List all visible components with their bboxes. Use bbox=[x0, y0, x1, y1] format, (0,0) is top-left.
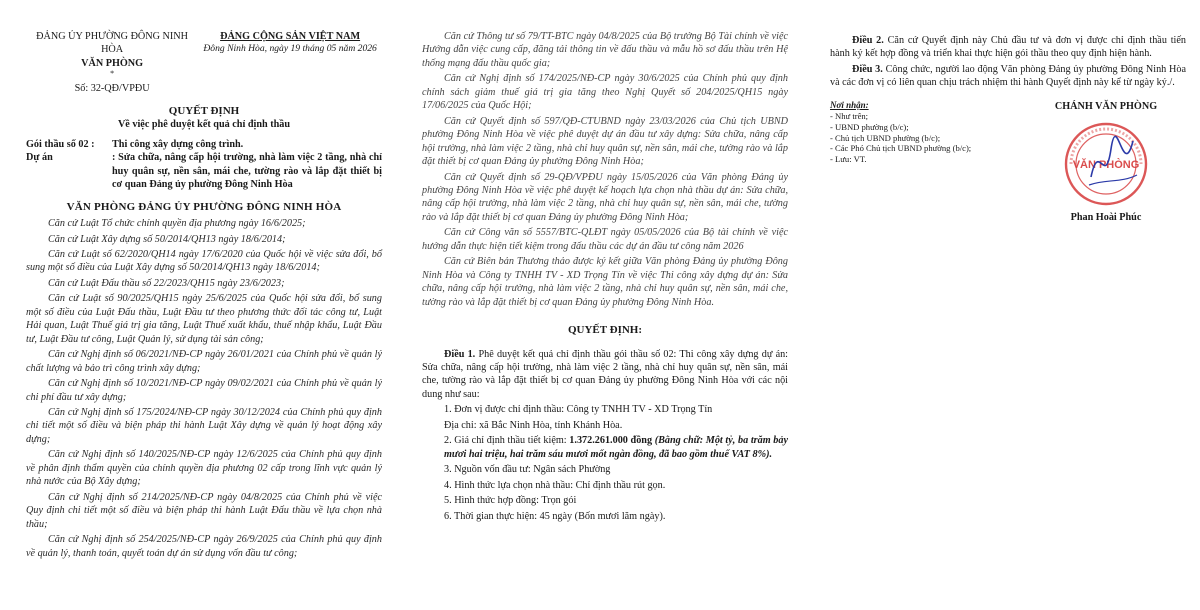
place-date: Đông Ninh Hòa, ngày 19 tháng 05 năm 2026 bbox=[203, 43, 377, 55]
decision-title: QUYẾT ĐỊNH bbox=[168, 104, 240, 117]
legal-basis: Căn cứ Công văn số 5557/BTC-QLĐT ngày 05/05/2026 của Bộ tài chính về việc hướng dẫn thực hiện tiết kiệm trong đấu thầu các dự án đầu tư công năm 2026 bbox=[422, 227, 788, 252]
article-2-text: Căn cứ Quyết định này Chủ đầu tư và đơn vị được chỉ định thầu tiến hành ký kết hợp đồng và triển khai thực hiện gói thầu theo quy định hiện hành. bbox=[830, 35, 1186, 60]
legal-bases-list bbox=[26, 217, 382, 560]
authority-heading: VĂN PHÒNG ĐẢNG ỦY PHƯỜNG ĐÔNG NINH HÒA bbox=[66, 200, 342, 213]
article-2-label: Điều 2. bbox=[852, 35, 884, 46]
article-3 bbox=[830, 63, 1186, 90]
page-2 bbox=[398, 0, 802, 610]
selection-method-item: 4. Hình thức lựa chọn nhà thầu: Chỉ định thầu rút gọn. bbox=[444, 479, 666, 491]
project-label: Dự án bbox=[26, 152, 53, 164]
price-in-words: (Bằng chữ: Một tỷ, ba trăm bảy mươi hai triệu, hai trăm sáu mươi mốt ngàn đồng, đã bao gồm thuế VAT 8%). bbox=[444, 435, 789, 460]
recipient-item: - UBND phường (b/c); bbox=[830, 121, 909, 132]
project-row bbox=[26, 151, 382, 191]
recipient-item: - Các Phó Chủ tịch UBND phường (b/c); bbox=[830, 143, 972, 154]
article-3-text: Công chức, người lao động Văn phòng Đảng ủy phường Đông Ninh Hòa và các đơn vị có liên quan chịu trách nhiệm thi hành Quyết định này kể từ ngày ký./. bbox=[830, 63, 1187, 89]
legal-basis: Căn cứ Nghị định số 140/2025/NĐ-CP ngày 12/6/2025 của Chính phủ quy định về phân định thẩm quyền của chính quyền địa phương 02 cấp trong lĩnh vực quản lý nhà nước của Bộ Xây dựng; bbox=[26, 449, 382, 488]
legal-basis: Căn cứ Luật Tổ chức chính quyền địa phương ngày 16/6/2025; bbox=[48, 218, 306, 230]
price-item bbox=[422, 434, 788, 461]
package-value: Thi công xây dựng công trình. bbox=[112, 138, 244, 150]
price-label: 2. Giá chỉ định thầu tiết kiệm: bbox=[444, 435, 567, 447]
article-1-label: Điều 1. bbox=[444, 348, 476, 360]
closing-section bbox=[830, 100, 1186, 225]
legal-basis: Căn cứ Nghị định số 254/2025/NĐ-CP ngày 26/9/2025 của Chính phủ quy định về quản lý, thanh toán, quyết toán dự án sử dụng vốn đầu tư công; bbox=[26, 534, 382, 559]
package-row bbox=[26, 138, 382, 151]
recipient-item: - Chủ tịch UBND phường (b/c); bbox=[830, 132, 941, 143]
package-label: Gói thầu số 02 : bbox=[26, 138, 95, 150]
price-amount: 1.372.261.000 đồng bbox=[569, 435, 653, 447]
legal-basis: Căn cứ Nghị định số 214/2025/NĐ-CP ngày 04/8/2025 của Chính phủ về việc Quy định chi tiết một số điều và biện pháp thi hành Luật Đấu thầu về lựa chọn nhà thầu; bbox=[26, 491, 382, 530]
org-line-1: ĐẢNG ỦY PHƯỜNG ĐÔNG NINH HÒA bbox=[36, 31, 189, 56]
page-3 bbox=[802, 0, 1200, 610]
legal-bases-continued bbox=[422, 30, 788, 309]
recipient-item: - Như trên; bbox=[830, 111, 869, 122]
legal-basis: Căn cứ Quyết định số 29-QĐ/VPĐU ngày 15/05/2026 của Văn phòng Đảng ủy phường Đông Ninh Hòa về việc phê duyệt kế hoạch lựa chọn nhà thầu dự án: Sửa chữa, nâng cấp hội trường, nhà làm việc 2 tầng, nhà chỉ huy quân sự, nền sân, mái che, tường rào và lắp đặt thiết bị cơ quan Đảng ủy phường Đông Ninh Hòa; bbox=[422, 171, 788, 223]
org-star: * bbox=[110, 69, 115, 79]
legal-basis: Căn cứ Nghị định số 10/2021/NĐ-CP ngày 09/02/2021 của Chính phủ về quản lý chi phí đầu tư xây dựng; bbox=[26, 378, 382, 403]
recipients-heading: Nơi nhận: bbox=[830, 99, 869, 110]
legal-basis: Căn cứ Thông tư số 79/TT-BTC ngày 04/8/2025 của Bộ trưởng Bộ Tài chính về việc Hướng dẫn việc cung cấp, đăng tải thông tin về đấu thầu và mẫu hồ sơ đấu thầu trên Hệ thống mạng đấu thầu quốc gia; bbox=[422, 31, 788, 69]
article-2 bbox=[830, 34, 1186, 61]
contractor-item: 1. Đơn vị được chỉ định thầu: Công ty TNHH TV - XD Trọng Tín bbox=[444, 404, 713, 416]
funding-item: 3. Nguồn vốn đầu tư: Ngân sách Phường bbox=[444, 464, 611, 476]
article-1-text: Phê duyệt kết quả chỉ định thầu gói thầu số 02: Thi công xây dựng dự án: Sửa chữa, nâng cấp hội trường, nhà làm việc 2 tầng, nhà chỉ huy quân sự, nền sân, mái che, tường rào và lắp đặt thiết bị cơ quan Đảng ủy phường Đông Ninh Hòa với các nội dung như sau: bbox=[422, 348, 789, 400]
recipient-item: - Lưu: VT. bbox=[830, 154, 867, 164]
page-1 bbox=[0, 0, 398, 610]
party-block bbox=[198, 30, 382, 96]
legal-basis: Căn cứ Quyết định số 597/QĐ-CTUBND ngày 23/03/2026 của Chủ tịch UBND phường Đông Ninh Hòa về việc phê duyệt dự án đầu tư xây dựng: Sửa chữa, nâng cấp hội trường, nhà làm việc 2 tầng, nhà chỉ huy quân sự, nền sân, mái che, tường rào và lắp đặt thiết bị cơ quan Đảng ủy phường Đông Ninh Hòa; bbox=[422, 115, 788, 168]
contractor-address: Địa chỉ: xã Bắc Ninh Hòa, tỉnh Khánh Hòa. bbox=[444, 419, 623, 431]
legal-basis: Căn cứ Luật Đấu thầu số 22/2023/QH15 ngày 23/6/2023; bbox=[48, 277, 285, 289]
document-header bbox=[26, 30, 382, 96]
duration-item: 6. Thời gian thực hiện: 45 ngày (Bốn mươi lăm ngày). bbox=[444, 510, 666, 522]
legal-basis: Căn cứ Nghị định số 175/2024/NĐ-CP ngày 30/12/2024 của Chính phủ quy định chi tiết một số điều và biện pháp thi hành Luật Xây dựng về quản lý hoạt động xây dựng; bbox=[26, 407, 382, 445]
legal-basis: Căn cứ Nghị định số 06/2021/NĐ-CP ngày 26/01/2021 của Chính phủ về quản lý chất lượng và bảo trì công trình xây dựng; bbox=[26, 349, 382, 374]
decision-heading: QUYẾT ĐỊNH: bbox=[567, 324, 643, 337]
stamp-text: VĂN PHÒNG bbox=[1072, 159, 1140, 172]
article-1 bbox=[422, 348, 788, 402]
signer-name: Phan Hoài Phúc bbox=[1070, 212, 1142, 224]
party-name: ĐẢNG CỘNG SẢN VIỆT NAM bbox=[220, 31, 361, 42]
legal-basis: Căn cứ Biên bản Thương thảo được ký kết giữa Văn phòng Đảng ủy phường Đông Ninh Hòa và Công ty TNHH TV - XD Trọng Tín về việc Thi công xây dựng dự án: Sửa chữa, nâng cấp hội trường, nhà làm việc 2 tầng, nhà chỉ huy quân sự, nền sân, mái che, tường rào và lắp đặt thiết bị cơ quan Đảng ủy phường Đông Ninh Hòa. bbox=[422, 256, 788, 308]
legal-basis: Căn cứ Luật số 62/2020/QH14 ngày 17/6/2020 của Quốc hội về việc sửa đổi, bổ sung một số điều của Luật Xây dựng số 50/2014/QH13 ngày 18/6/2014; bbox=[26, 249, 382, 274]
org-line-2: VĂN PHÒNG bbox=[81, 57, 144, 69]
doc-number: Số: 32-QĐ/VPĐU bbox=[74, 83, 150, 95]
decision-subject: Về việc phê duyệt kết quả chỉ định thầu bbox=[117, 119, 291, 131]
contract-type-item: 5. Hình thức hợp đồng: Trọn gói bbox=[444, 495, 577, 507]
article-3-label: Điều 3. bbox=[852, 63, 883, 75]
project-value: : Sửa chữa, nâng cấp hội trường, nhà làm việc 2 tầng, nhà chỉ huy quân sự, nền sân, mái che, tường rào và lắp đặt thiết bị cơ quan Đảng ủy phường Đông Ninh Hòa bbox=[112, 152, 382, 191]
official-stamp bbox=[1061, 119, 1151, 209]
signer-title: CHÁNH VĂN PHÒNG bbox=[1054, 100, 1158, 112]
legal-basis: Căn cứ Luật Xây dựng số 50/2014/QH13 ngày 18/6/2014; bbox=[48, 233, 286, 245]
recipients-block bbox=[830, 100, 990, 225]
legal-basis: Căn cứ Luật số 90/2025/QH15 ngày 25/6/2025 của Quốc hội sửa đổi, bổ sung một số điều của Luật Đấu thầu, Luật Đầu tư theo phương thức đối tác công tư, Luật Hải quan, Luật Thuế giá trị gia tăng, Luật Thuế xuất khẩu, thuế nhập khẩu, Luật Đầu tư, Luật Đầu tư công, Luật Quản lý, sử dụng tài sản công; bbox=[26, 293, 382, 345]
signature-block bbox=[1026, 100, 1186, 225]
stamp-seal-icon bbox=[1061, 119, 1151, 209]
legal-basis: Căn cứ Nghị định số 174/2025/NĐ-CP ngày 30/6/2025 của Chính phủ quy định chính sách giảm thuế giá trị gia tăng theo Nghị Quyết số 204/2025/QH15 ngày 17/06/2025 của Quốc Hội; bbox=[422, 73, 788, 112]
issuing-org-block bbox=[26, 30, 198, 96]
